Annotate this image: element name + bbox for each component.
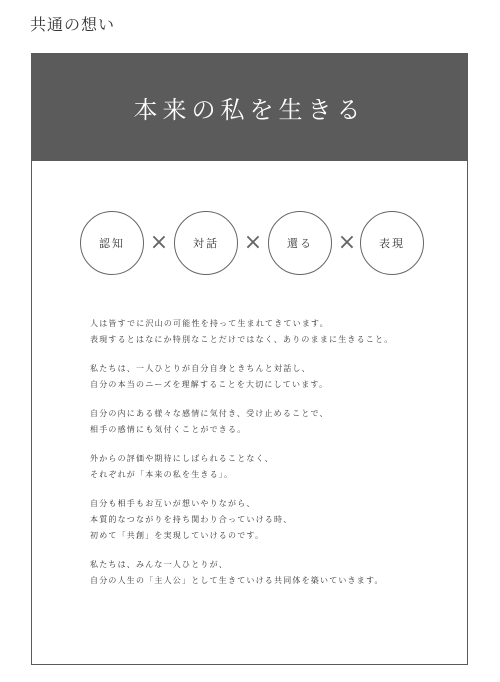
concept-circle-expression: 表現 (360, 211, 424, 275)
concept-circle-dialogue: 対話 (174, 211, 238, 275)
text-line: 本質的なつながりを持ち関わり合っていける時、 (90, 515, 293, 524)
text-line: 外からの評価や期待にしばられることなく、 (90, 454, 274, 463)
banner-title: 本来の私を生きる (133, 96, 366, 124)
text-line: 初めて「共創」を実現していけるのです。 (90, 531, 265, 540)
text-line: 自分の内にある様々な感情に気付き、受け止めることで、 (90, 409, 329, 418)
paragraph (90, 496, 460, 544)
text-line: 私たちは、みんな一人ひとりが、 (90, 560, 228, 569)
times-separator: × (149, 230, 169, 255)
philosophy-card (31, 53, 468, 665)
text-line: 相手の感情にも気付くことができる。 (90, 425, 247, 434)
text-line: 自分も相手もお互いが想いやりながら、 (90, 499, 256, 508)
section-heading: 共通の想い (30, 15, 116, 34)
concept-circle-return: 還る (268, 211, 332, 275)
text-line: 表現するとはなにか特別なことだけではなく、ありのままに生きること。 (90, 335, 394, 344)
text-line: 人は皆すでに沢山の可能性を持って生まれてきています。 (90, 319, 329, 328)
philosophy-text (90, 316, 460, 602)
title-banner (32, 54, 467, 161)
text-line: それぞれが「本来の私を生きる」。 (90, 470, 234, 479)
paragraph (90, 557, 460, 589)
paragraph (90, 316, 460, 348)
text-line: 私たちは、一人ひとりが自分自身ときちんと対話し、 (90, 364, 311, 373)
times-separator: × (337, 230, 357, 255)
paragraph (90, 451, 460, 483)
concept-circle-recognition: 認知 (80, 211, 144, 275)
text-line: 自分の人生の「主人公」として生きていける共同体を築いていきます。 (90, 576, 384, 585)
paragraph (90, 406, 460, 438)
paragraph (90, 361, 460, 393)
text-line: 自分の本当のニーズを理解することを大切にしています。 (90, 380, 329, 389)
times-separator: × (243, 230, 263, 255)
